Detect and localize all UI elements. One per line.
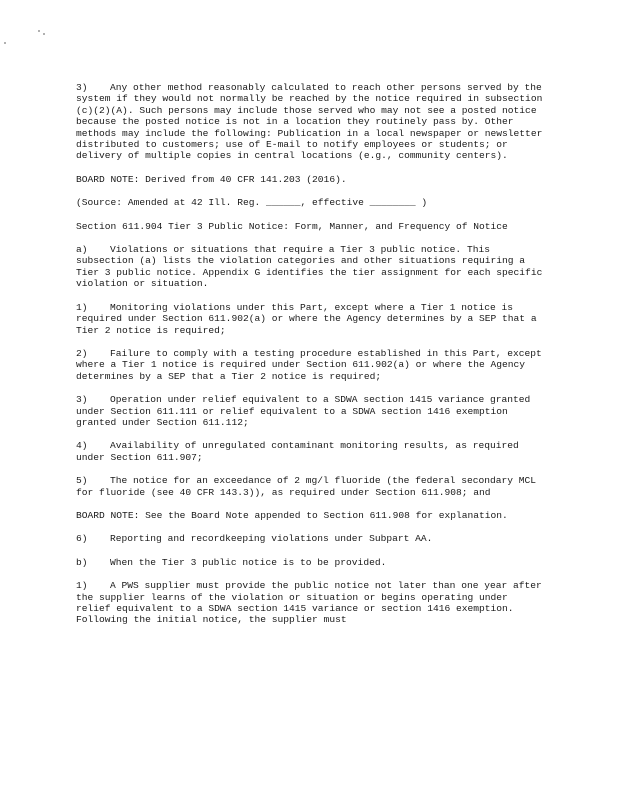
paragraph-number: 3) [76, 394, 88, 406]
paragraph-b1 [76, 580, 546, 626]
paragraph-number: 1) [76, 301, 88, 313]
paragraph-text: Violations or situations that require a Tier 3 public notice. This subsection (a) lists the violation categories and other situations requiring a Tier 3 public notice. Appendix G identifies the tier assignment for each specific violation or situation. [76, 244, 543, 290]
paragraph-text: Failure to comply with a testing procedure established in this Part, except where a Tier 1 notice is required under Section 611.902(a) or where the Agency determines by a SEP that a Tier 2 notice is required; [76, 347, 542, 382]
paragraph-number: 6) [76, 533, 88, 545]
paragraph-number: 1) [76, 580, 88, 592]
paragraph-a6 [76, 533, 546, 544]
board-note-2 [76, 510, 546, 521]
paragraph-number: b) [76, 556, 88, 568]
paragraph-text: (Source: Amended at 42 Ill. Reg. ______, effective ________ ) [76, 197, 428, 209]
paragraph-a1 [76, 302, 546, 336]
paragraph-number: 4) [76, 440, 88, 452]
paragraph-a [76, 244, 546, 290]
section-heading [76, 221, 546, 232]
paragraph-b [76, 557, 546, 568]
paragraph-text: When the Tier 3 public notice is to be provided. [110, 556, 387, 568]
paragraph-number: 2) [76, 347, 88, 359]
paragraph-text: BOARD NOTE: See the Board Note appended to Section 611.908 for explanation. [76, 509, 508, 521]
source-note [76, 197, 546, 208]
paragraph-number: 5) [76, 475, 88, 487]
paragraph-text: Section 611.904 Tier 3 Public Notice: Form, Manner, and Frequency of Notice [76, 220, 508, 232]
paragraph-text: BOARD NOTE: Derived from 40 CFR 141.203 (2016). [76, 173, 347, 185]
paragraph-c3 [76, 82, 546, 162]
paragraph-a3 [76, 394, 546, 428]
paragraph-a5 [76, 475, 546, 498]
paragraph-text: The notice for an exceedance of 2 mg/l fluoride (the federal secondary MCL for fluoride (see 40 CFR 143.3)), as required under Section 611.908; and [76, 475, 537, 498]
paragraph-a4 [76, 440, 546, 463]
paragraph-text: Operation under relief equivalent to a SDWA section 1415 variance granted under Section 611.111 or relief equivalent to a SDWA section 1416 exemption granted under Section 611.112; [76, 394, 531, 428]
paragraph-a2 [76, 348, 546, 382]
paragraph-text: Availability of unregulated contaminant monitoring results, as required under Section 611.907; [76, 440, 519, 463]
paragraph-number: a) [76, 244, 88, 256]
board-note-1 [76, 174, 546, 185]
paragraph-text: Any other method reasonably calculated to reach other persons served by the system if they would not normally be reached by the notice required in subsection (c)(2)(A). Such persons may include those served who may not see a posted notice because the posted notice is not in a location they routinely pass by. Other methods may include the following: Publication in a local newspaper or newsletter distributed to customers; use of E-mail to notify employees or students; or delivery of multiple copies in central locations (e.g., community centers). [76, 82, 543, 162]
paragraph-text: Monitoring violations under this Part, except where a Tier 1 notice is required under Section 611.902(a) or where the Agency determines by a SEP that a Tier 2 notice is required; [76, 301, 537, 336]
document-page [76, 82, 546, 638]
paragraph-number: 3) [76, 82, 88, 93]
paragraph-text: A PWS supplier must provide the public notice not later than one year after the supplier learns of the violation or situation or begins operating under relief equivalent to a SDWA section 1415 variance or section 1416 exemption. Following the initial notice, the supplier must [76, 580, 542, 626]
paragraph-text: Reporting and recordkeeping violations under Subpart AA. [110, 533, 433, 545]
